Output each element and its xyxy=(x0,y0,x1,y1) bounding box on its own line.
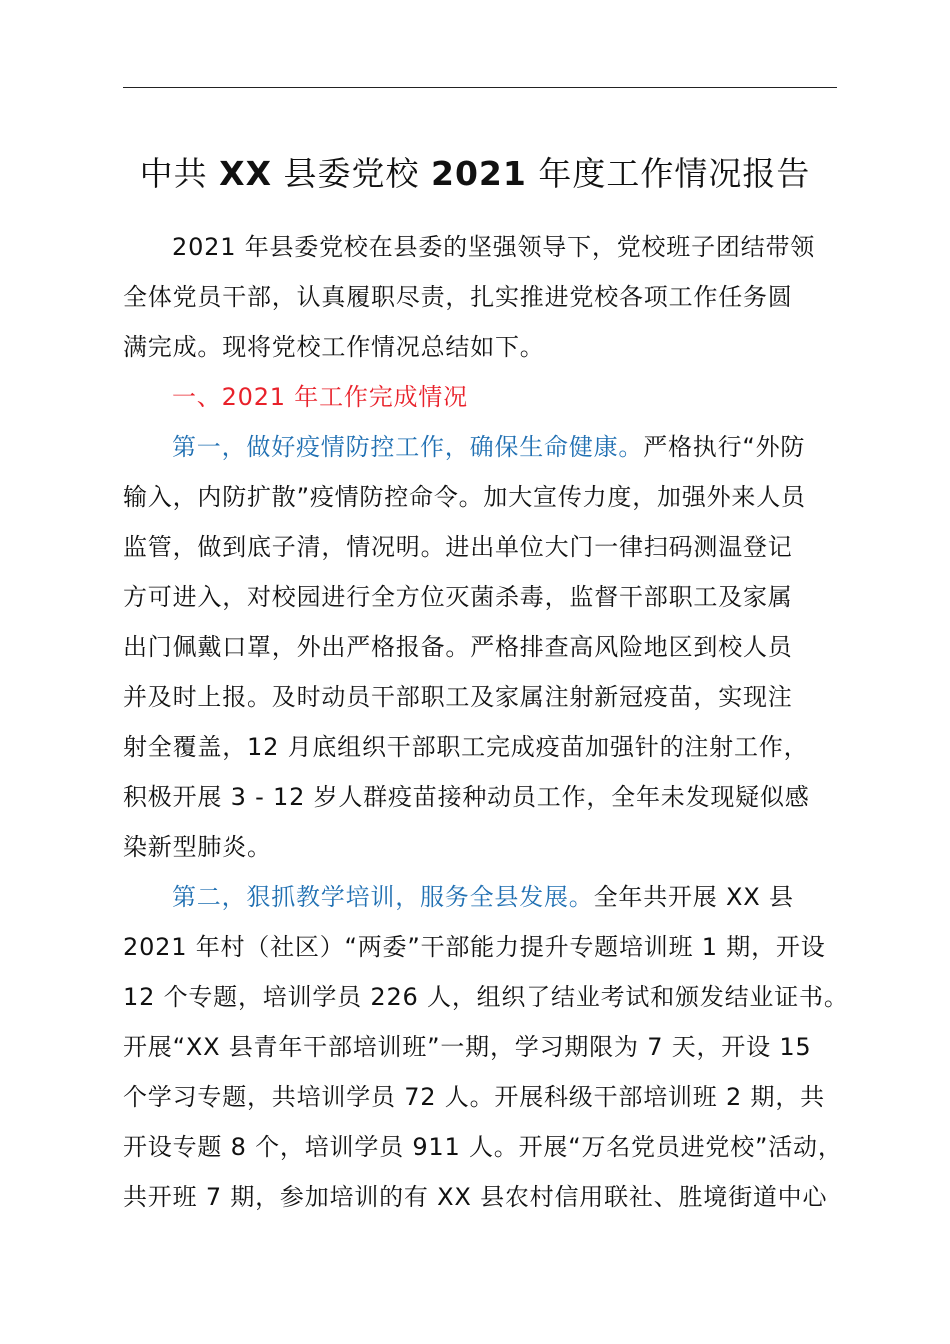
intro-line-2: 全体党员干部，认真履职尽责，扎实推进党校各项工作任务圆 xyxy=(123,283,793,311)
title-part-3: 县委党校 xyxy=(272,154,431,193)
para2-line-5: 个学习专题，共培训学员 72 人。开展科级干部培训班 2 期，共 xyxy=(123,1083,825,1111)
para1-line-1 xyxy=(172,430,805,464)
title-part-4: 2021 xyxy=(431,154,527,193)
para2-line-3: 12 个专题，培训学员 226 人，组织了结业考试和颁发结业证书。 xyxy=(123,983,849,1011)
para2-line-4: 开展“XX 县青年干部培训班”一期，学习期限为 7 天，开设 15 xyxy=(123,1033,812,1061)
intro-line-3: 满完成。现将党校工作情况总结如下。 xyxy=(123,333,545,361)
section-heading: 一、2021 年工作完成情况 xyxy=(172,383,468,411)
document-title xyxy=(0,150,950,198)
title-part-1: 中共 xyxy=(139,154,220,193)
para2-first-line-rest: 全年共开展 XX 县 xyxy=(593,883,794,911)
para1-first-line-rest: 严格执行“外防 xyxy=(643,433,806,461)
title-part-5: 年度工作情况报告 xyxy=(526,154,811,193)
para1-line-8: 积极开展 3 - 12 岁人群疫苗接种动员工作，全年未发现疑似感 xyxy=(123,783,810,811)
title-part-2: XX xyxy=(219,154,273,193)
header-rule xyxy=(123,87,837,88)
intro-line-1: 2021 年县委党校在县委的坚强领导下，党校班子团结带领 xyxy=(172,233,816,261)
para1-heading: 第一，做好疫情防控工作，确保生命健康。 xyxy=(172,433,644,461)
para1-line-4: 方可进入，对校园进行全方位灭菌杀毒，监督干部职工及家属 xyxy=(123,583,793,611)
para1-line-7: 射全覆盖，12 月底组织干部职工完成疫苗加强针的注射工作， xyxy=(123,733,809,761)
para1-line-5: 出门佩戴口罩，外出严格报备。严格排查高风险地区到校人员 xyxy=(123,633,793,661)
para1-line-3: 监管，做到底子清，情况明。进出单位大门一律扫码测温登记 xyxy=(123,533,793,561)
para1-line-6: 并及时上报。及时动员干部职工及家属注射新冠疫苗，实现注 xyxy=(123,683,793,711)
para1-line-9: 染新型肺炎。 xyxy=(123,833,272,861)
para2-heading: 第二，狠抓教学培训，服务全县发展。 xyxy=(172,883,594,911)
para2-line-7: 共开班 7 期，参加培训的有 XX 县农村信用联社、胜境街道中心 xyxy=(123,1183,828,1211)
para2-line-1 xyxy=(172,880,794,914)
para1-line-2: 输入，内防扩散”疫情防控命令。加大宣传力度，加强外来人员 xyxy=(123,483,806,511)
para2-line-2: 2021 年村（社区）“两委”干部能力提升专题培训班 1 期，开设 xyxy=(123,933,826,961)
para2-line-6: 开设专题 8 个，培训学员 911 人。开展“万名党员进党校”活动， xyxy=(123,1133,843,1161)
